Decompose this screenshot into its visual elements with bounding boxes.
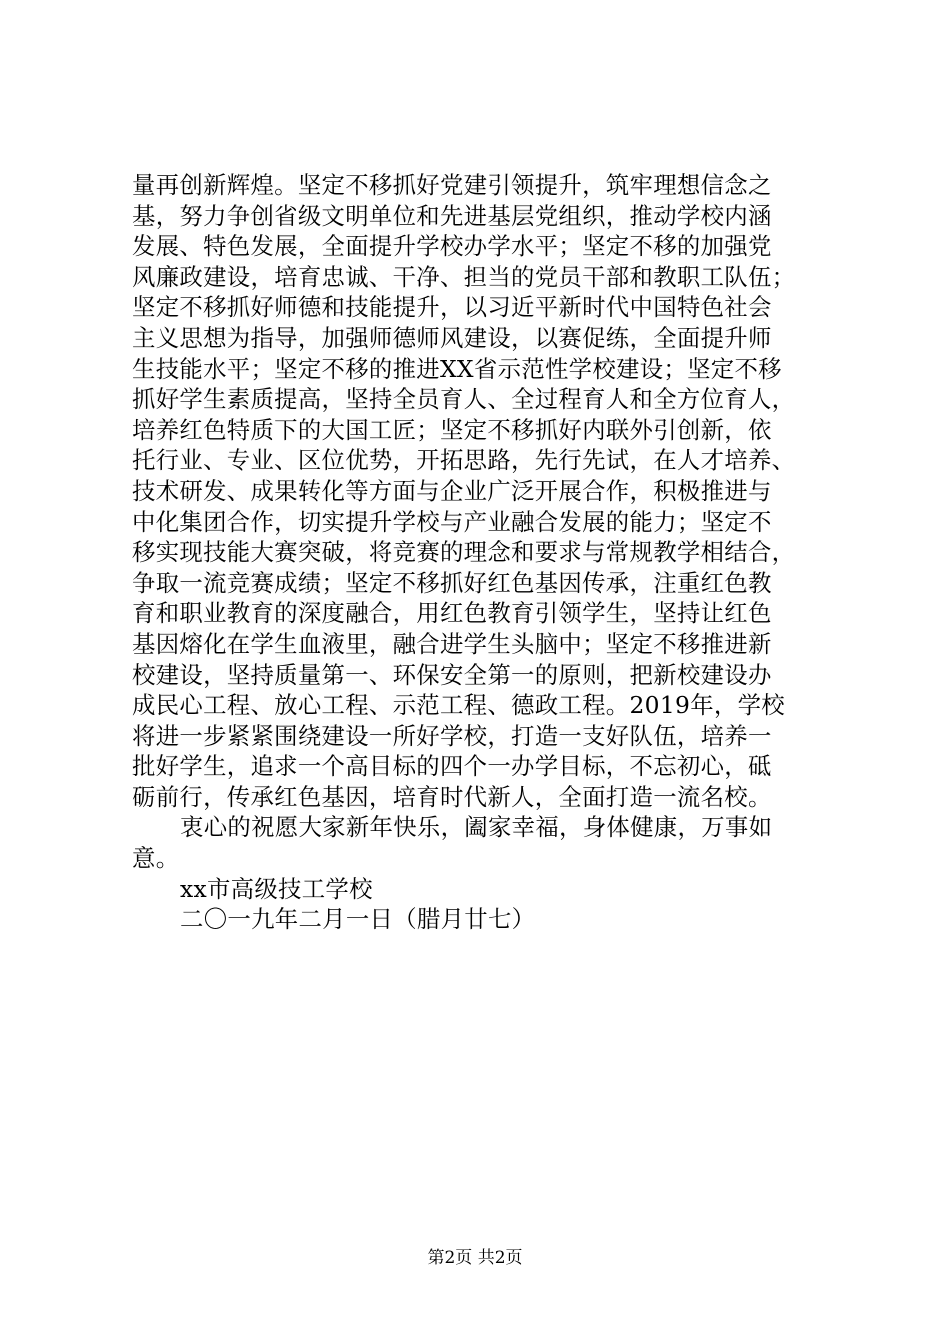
text-line: 基因熔化在学生血液里，融合进学生头脑中；坚定不移推进新 bbox=[132, 629, 772, 658]
text-line: 校建设，坚持质量第一、环保安全第一的原则，把新校建设办 bbox=[132, 660, 772, 689]
text-line: 坚定不移抓好师德和技能提升，以习近平新时代中国特色社会 bbox=[132, 293, 772, 322]
text-line: 中化集团合作，切实提升学校与产业融合发展的能力；坚定不 bbox=[132, 507, 772, 536]
greeting-line: 衷心的祝愿大家新年快乐，阖家幸福，身体健康，万事如 bbox=[180, 813, 773, 842]
signature-date: 二〇一九年二月一日（腊月廿七） bbox=[180, 905, 536, 934]
text-line: 风廉政建设，培育忠诚、干净、担当的党员干部和教职工队伍； bbox=[132, 262, 796, 291]
greeting-line-end: 意。 bbox=[132, 844, 180, 873]
document-body bbox=[132, 170, 844, 935]
signature-school: xx市高级技工学校 bbox=[180, 874, 373, 903]
text-line: 移实现技能大赛突破，将竞赛的理念和要求与常规教学相结合， bbox=[132, 538, 796, 567]
text-line: 量再创新辉煌。坚定不移抓好党建引领提升，筑牢理想信念之 bbox=[132, 171, 772, 199]
text-line: 批好学生，追求一个高目标的四个一办学目标，不忘初心，砥 bbox=[132, 752, 772, 781]
text-line: 育和职业教育的深度融合，用红色教育引领学生，坚持让红色 bbox=[132, 599, 772, 628]
text-line: 主义思想为指导，加强师德师风建设，以赛促练，全面提升师 bbox=[132, 323, 772, 352]
text-line: 砺前行，传承红色基因，培育时代新人，全面打造一流名校。 bbox=[132, 782, 772, 811]
text-line: 发展、特色发展，全面提升学校办学水平；坚定不移的加强党 bbox=[132, 232, 772, 261]
text-line: 培养红色特质下的大国工匠；坚定不移抓好内联外引创新，依 bbox=[132, 415, 772, 444]
text-line: 基，努力争创省级文明单位和先进基层党组织，推动学校内涵 bbox=[132, 201, 772, 230]
text-line: 生技能水平；坚定不移的推进XX省示范性学校建设；坚定不移 bbox=[132, 354, 782, 383]
text-line: 托行业、专业、区位优势，开拓思路，先行先试，在人才培养、 bbox=[132, 446, 796, 475]
text-line: 抓好学生素质提高，坚持全员育人、全过程育人和全方位育人， bbox=[132, 385, 796, 414]
text-line: 成民心工程、放心工程、示范工程、德政工程。2019年，学校 bbox=[132, 691, 785, 720]
text-line: 争取一流竞赛成绩；坚定不移抓好红色基因传承，注重红色教 bbox=[132, 568, 772, 597]
page-number-footer: 第2页 共2页 bbox=[427, 1248, 523, 1268]
text-line: 将进一步紧紧围绕建设一所好学校，打造一支好队伍，培养一 bbox=[132, 721, 772, 750]
text-line: 技术研发、成果转化等方面与企业广泛开展合作，积极推进与 bbox=[132, 476, 772, 505]
